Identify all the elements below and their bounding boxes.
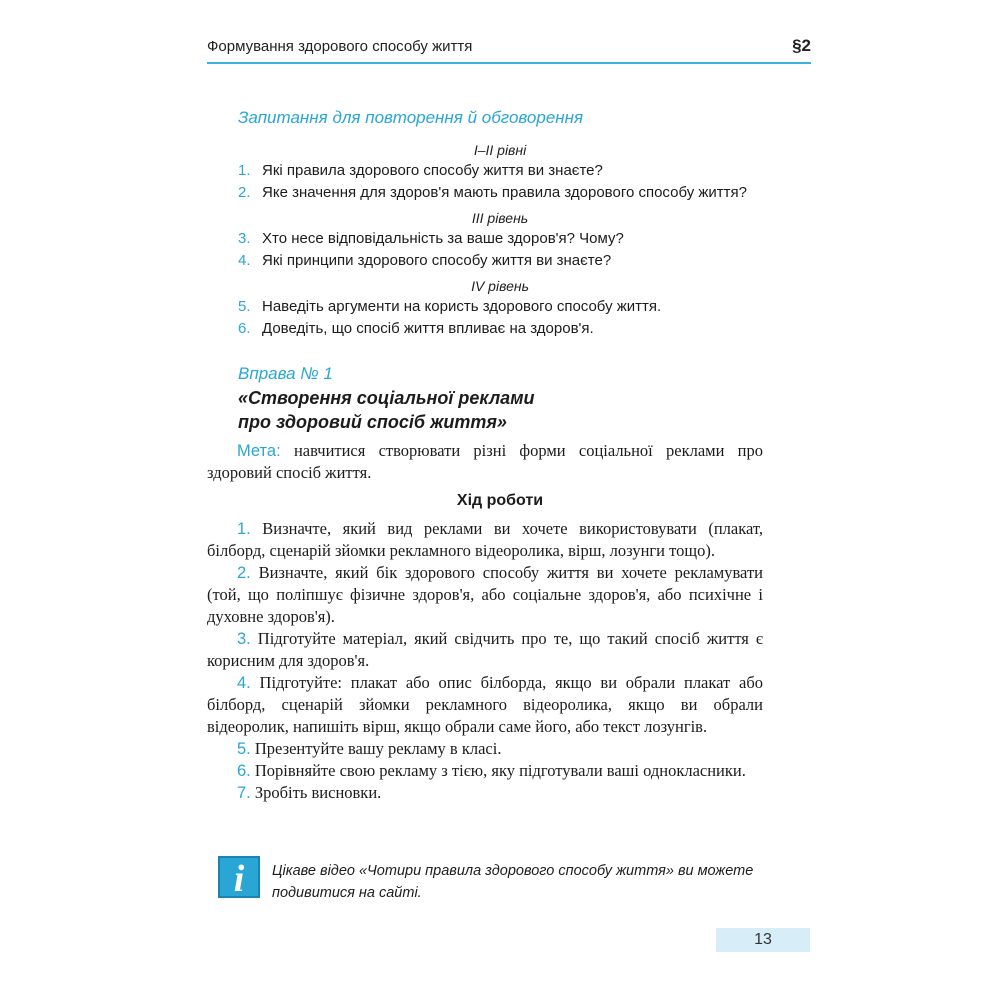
exercise-title-line2: про здоровий спосіб життя» [238, 412, 507, 432]
question-item: 5. Наведіть аргументи на користь здорового способу життя. [238, 298, 662, 315]
page-header [207, 38, 811, 64]
exercise-goal [207, 440, 763, 484]
question-item: 3. Хто несе відповідальність за ваше здоров'я? Чому? [238, 230, 624, 247]
paragraph-number: §2 [792, 36, 811, 55]
step-item: 6. Порівняйте свою рекламу з тією, яку підготували ваші однокласники. [237, 761, 746, 780]
question-item: 4. Які принципи здорового способу життя ви знаєте? [238, 252, 612, 269]
step-item: 3. Підготуйте матеріал, який свідчить про те, що такий спосіб життя є корисним для здоров'я. [207, 629, 763, 670]
level-label-4: IV рівень [471, 278, 529, 294]
page-number: 13 [716, 928, 810, 952]
questions-heading: Запитання для повторення й обговорення [238, 108, 584, 127]
exercise-label: Вправа № 1 [238, 364, 333, 383]
level-label-1-2: I–II рівні [473, 142, 527, 158]
goal-text: навчитися створювати різні форми соціальної реклами про здоровий спосіб життя. [207, 441, 763, 482]
work-steps [207, 518, 763, 804]
level-label-3: III рівень [471, 210, 529, 226]
question-item: 2. Яке значення для здоров'я мають правила здорового способу життя? [238, 184, 747, 201]
question-item: 6. Доведіть, що спосіб життя впливає на здоров'я. [238, 320, 594, 337]
exercise-title-line1: «Створення соціальної реклами [238, 388, 535, 408]
goal-label: Мета: [237, 442, 281, 460]
work-heading: Хід роботи [456, 492, 544, 509]
step-item: 4. Підготуйте: плакат або опис білборда, якщо ви обрали плакат або білборд, сценарій зйомки рекламного відеоролика, якщо ви обрали відеоролик, напишіть вірш, якщо обрали саме його, або текст лозунгів. [207, 673, 763, 736]
step-item: 1. Визначте, який вид реклами ви хочете використовувати (плакат, білборд, сценарій зйомки рекламного відеоролика, вірш, лозунги тощо). [207, 519, 763, 560]
step-item: 2. Визначте, який бік здорового способу життя ви хочете рекламувати (той, що поліпшує фізичне здоров'я, або соціальне здоров'я, або психічне і духовне здоров'я). [207, 563, 763, 626]
step-item: 7. Зробіть висновки. [237, 783, 382, 802]
info-icon: i [218, 856, 260, 898]
step-item: 5. Презентуйте вашу рекламу в класі. [237, 739, 502, 758]
info-note: Цікаве відео «Чотири правила здорового способу життя» ви можете подивитися на сайті. [272, 863, 754, 901]
question-item: 1. Які правила здорового способу життя ви знаєте? [238, 162, 603, 179]
header-title: Формування здорового способу життя [207, 38, 473, 55]
